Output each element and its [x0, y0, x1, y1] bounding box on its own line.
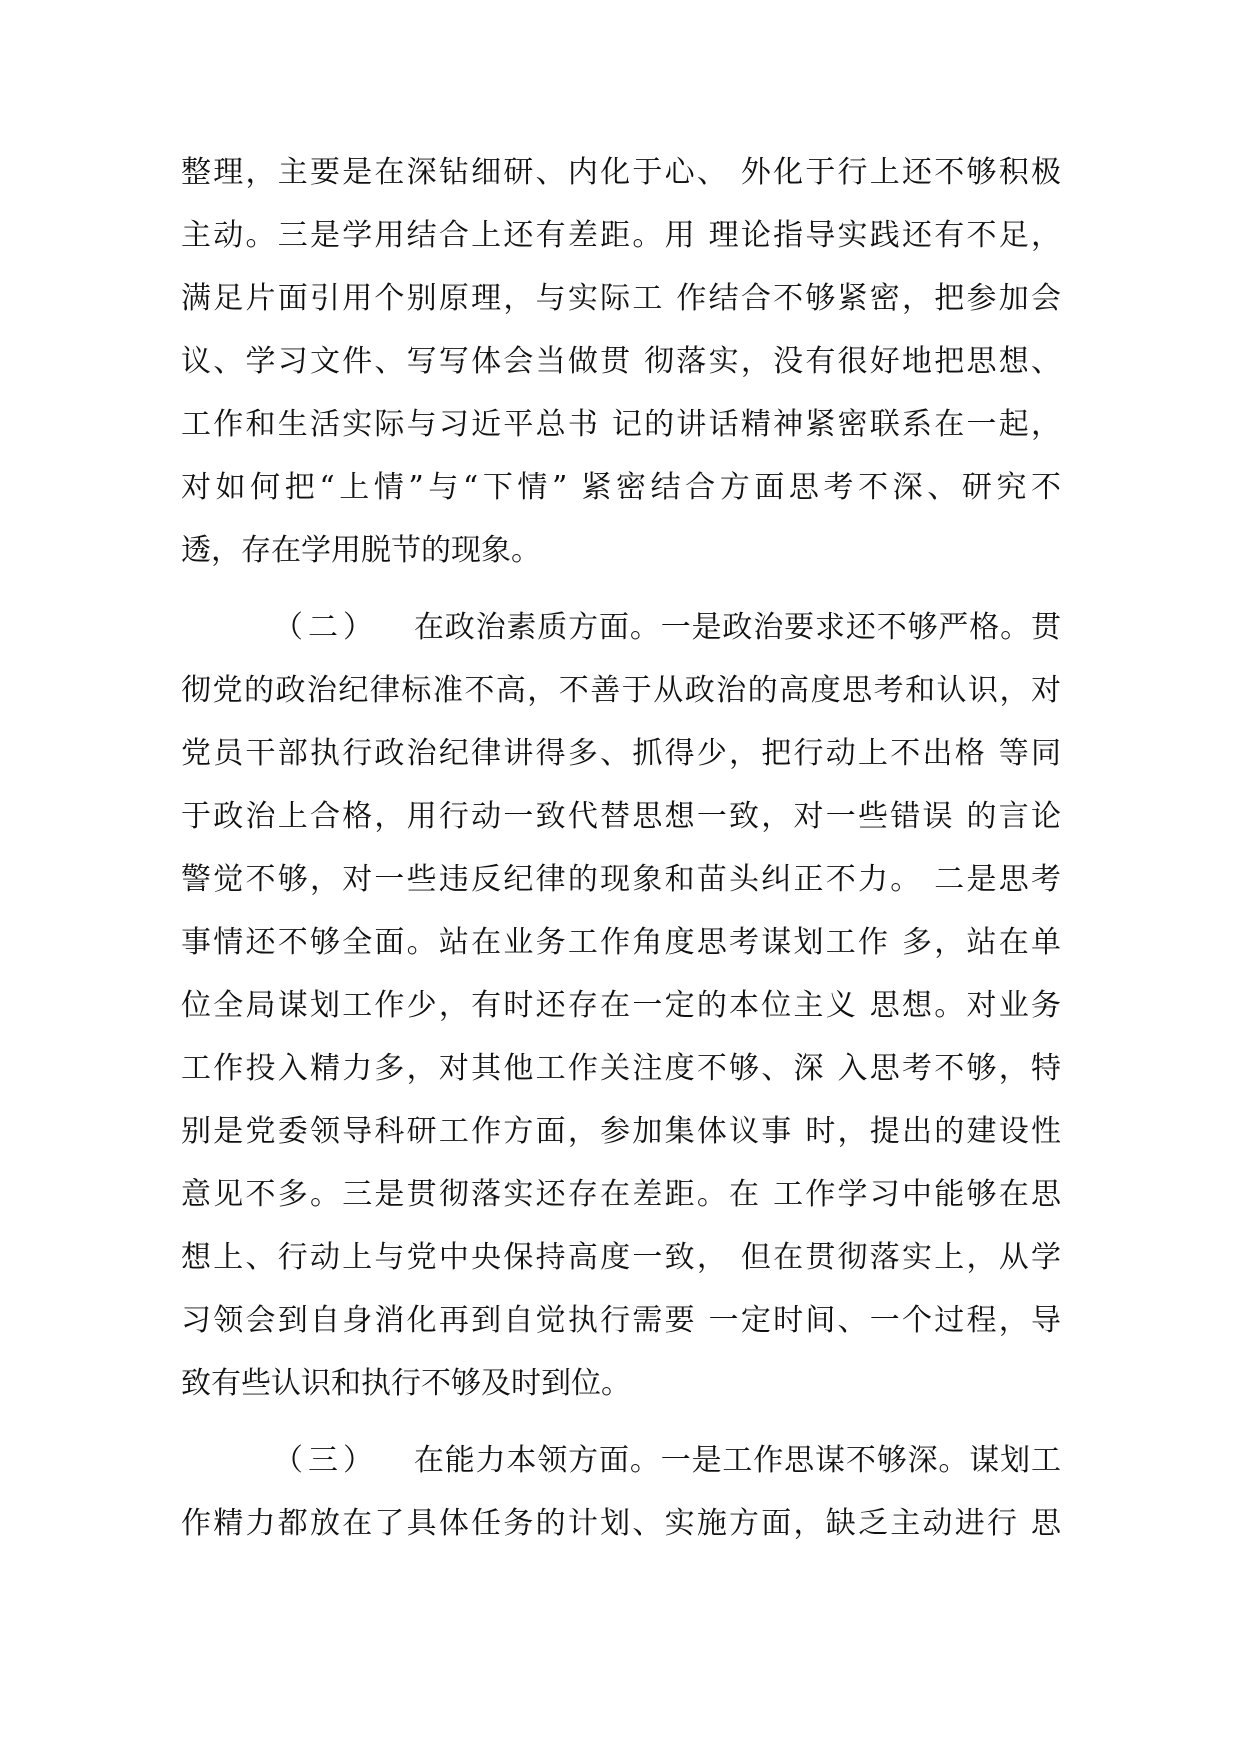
section-number: （三） [273, 1443, 373, 1478]
text-line: 工作和生活实际与习近平总书 记的讲话精神紧密联系在一起， [181, 407, 1061, 442]
text-line: 整理，主要是在深钻细研、内化于心、 外化于行上还不够积极 [181, 155, 1061, 190]
paragraph-heading-line [181, 606, 1061, 650]
section-number: （二） [273, 610, 373, 645]
text-line: 党员干部执行政治纪律讲得多、抓得少，把行动上不出格 等同 [181, 736, 1061, 771]
paragraph-heading-line [181, 1439, 1061, 1483]
text-line: 别是党委领导科研工作方面，参加集体议事 时，提出的建设性 [181, 1114, 1061, 1149]
text-line: 满足片面引用个别原理，与实际工 作结合不够紧密，把参加会 [181, 281, 1061, 316]
section-first-line: 在能力本领方面。一是工作思谋不够深。谋划工 [413, 1443, 1061, 1478]
text-line: 事情还不够全面。站在业务工作角度思考谋划工作 多，站在单 [181, 925, 1061, 960]
section-first-line: 在政治素质方面。一是政治要求还不够严格。贯 [413, 610, 1061, 645]
text-line: 想上、行动上与党中央保持高度一致， 但在贯彻落实上，从学 [181, 1240, 1061, 1275]
text-line: 主动。三是学用结合上还有差距。用 理论指导实践还有不足， [181, 218, 1061, 253]
text-line: 习领会到自身消化再到自觉执行需要 一定时间、一个过程，导 [181, 1303, 1061, 1338]
text-line: 彻党的政治纪律标准不高，不善于从政治的高度思考和认识，对 [181, 673, 1061, 708]
text-line: 议、学习文件、写写体会当做贯 彻落实，没有很好地把思想、 [181, 344, 1061, 379]
text-line: 致有些认识和执行不够及时到位。 [181, 1366, 631, 1401]
text-line: 于政治上合格，用行动一致代替思想一致，对一些错误 的言论 [181, 799, 1061, 834]
text-line: 警觉不够，对一些违反纪律的现象和苗头纠正不力。 二是思考 [181, 862, 1061, 897]
text-line: 工作投入精力多，对其他工作关注度不够、深 入思考不够，特 [181, 1051, 1061, 1086]
text-line: 位全局谋划工作少，有时还存在一定的本位主义 思想。对业务 [181, 988, 1061, 1023]
text-line: 对如何把“上情”与“下情” 紧密结合方面思考不深、研究不 [181, 470, 1061, 505]
text-line: 意见不多。三是贯彻落实还存在差距。在 工作学习中能够在思 [181, 1177, 1061, 1212]
text-line: 作精力都放在了具体任务的计划、实施方面，缺乏主动进行 思 [181, 1506, 1061, 1541]
text-line: 透，存在学用脱节的现象。 [181, 533, 541, 568]
